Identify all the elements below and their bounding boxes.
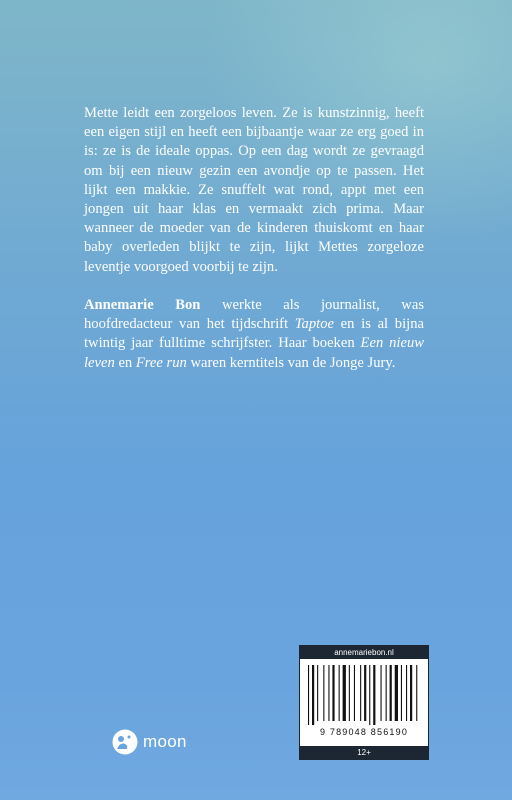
barcode-bar <box>390 665 392 721</box>
author-bio <box>84 296 424 373</box>
isbn-barcode <box>308 665 420 725</box>
book-title-2: Free run <box>135 354 187 371</box>
barcode-bar <box>308 665 309 725</box>
author-name: Annemarie Bon <box>84 297 201 313</box>
moon-logo-icon <box>112 729 138 755</box>
barcode-bar <box>343 665 346 721</box>
barcode-bar <box>381 665 382 721</box>
barcode-bar <box>332 665 334 721</box>
barcode-bar <box>373 665 375 725</box>
age-rating: 12+ <box>300 746 428 759</box>
barcode-bar <box>401 665 402 721</box>
barcode-bar <box>364 665 366 721</box>
barcode-bar <box>312 665 314 725</box>
isbn-number: 9 789048 856190 <box>319 727 409 737</box>
barcode-bar <box>317 665 318 721</box>
magazine-title: Taptoe <box>294 316 334 333</box>
barcode-bar <box>349 665 350 721</box>
barcode-bar <box>323 665 324 721</box>
barcode-bar <box>416 665 417 721</box>
barcode-bar <box>360 665 361 721</box>
barcode-bar <box>339 665 340 721</box>
barcode-bar <box>386 665 387 721</box>
barcode-bar <box>354 665 355 721</box>
book-title-1: Een nieuw leven <box>84 335 424 371</box>
bio-text-1: werkte als journalist, was hoofdredacteur van het tijdschrift <box>84 297 425 333</box>
barcode-bar <box>328 665 329 721</box>
author-website: annemariebon.nl <box>300 646 428 659</box>
barcode-block <box>299 645 429 760</box>
barcode-bar <box>369 665 370 725</box>
blurb-text: Mette leidt een zorgeloos leven. Ze is kunstzinnig, heeft een eigen stijl en heeft een bijbaantje waar ze erg goed in is: ze is de ideale oppas. Op een dag wordt ze gevraagd om bij een nieuw gezin een avondje op te passen. Het lijkt een makkie. Ze snuffelt wat rond, appt met een jongen uit haar klas en vermaakt zich prima. Maar wanneer de moeder van de kinderen thuiskomt en haar baby overleden blijkt te zijn, lijkt Mettes zorgeloze leventje voorgoed voorbij te zijn. <box>84 105 424 275</box>
bio-text-3: en <box>114 354 136 371</box>
barcode-bar <box>406 665 407 721</box>
bio-text-2: en is al bijna twintig jaar fulltime schrijfster. Haar boeken <box>84 316 424 352</box>
publisher-name: moon <box>143 732 187 751</box>
publisher-logo <box>112 727 187 757</box>
bio-text-4: waren kerntitels van de Jonge Jury. <box>186 354 396 371</box>
barcode-bar <box>395 665 398 721</box>
barcode-bar <box>410 665 412 721</box>
